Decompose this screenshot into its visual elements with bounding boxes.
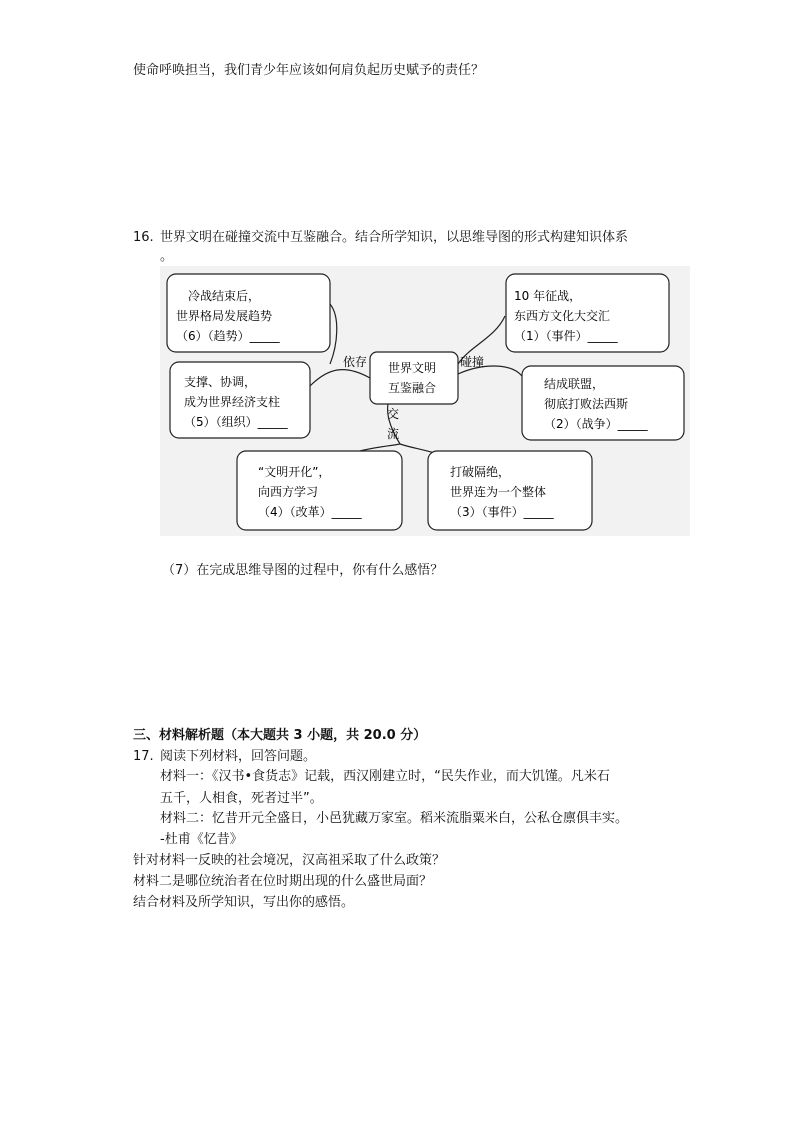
box-tl-line-3: （6）（趋势）_____ bbox=[176, 329, 280, 343]
box-mr-line-3: （2）（战争）_____ bbox=[544, 417, 648, 431]
box-br-line-2: 世界连为一个整体 bbox=[450, 485, 547, 499]
q17-question3: 结合材料及所学知识，写出你的感悟。 bbox=[133, 895, 355, 910]
q17-question2: 材料二是哪位统治者在位时期出现的什么盛世局面？ bbox=[133, 874, 433, 889]
top-question: 使命呼唤担当，我们青少年应该如何肩负起历史赋予的责任？ bbox=[133, 63, 485, 78]
box-mr-line-1: 结成联盟， bbox=[544, 377, 605, 391]
q17-material1-line1: 材料一：《汉书•食货志》记载，西汉刚建立时，“民失作业，而大饥馑。凡米石 bbox=[160, 769, 610, 784]
q17-material2-line1: 材料二：忆昔开元全盛日，小邑犹藏万家室。稻米流脂粟米白，公私仓廪俱丰实。 bbox=[160, 811, 629, 826]
center-line-2: 互鉴融合 bbox=[388, 381, 437, 395]
q17-number: 17. bbox=[133, 749, 154, 764]
box-br-line-1: 打破隔绝， bbox=[450, 465, 511, 479]
box-bl-line-3: （4）（改革）_____ bbox=[258, 505, 362, 519]
center-box bbox=[370, 352, 458, 404]
q16-sub7: （7）在完成思维导图的过程中，你有什么感悟？ bbox=[162, 563, 444, 578]
mind-map bbox=[160, 266, 690, 536]
q17-question1: 针对材料一反映的社会境况，汉高祖采取了什么政策？ bbox=[133, 853, 446, 868]
box-bl-line-2: 向西方学习 bbox=[258, 485, 319, 499]
q16-text-tail: 。 bbox=[160, 249, 174, 264]
branch-label-right: 碰撞 bbox=[460, 355, 485, 369]
box-tr-line-3: （1）（事件）_____ bbox=[514, 329, 618, 343]
q16-number: 16. bbox=[133, 230, 154, 245]
box-bl-line-1: “文明开化”， bbox=[258, 465, 331, 479]
branch-label-left: 依存 bbox=[343, 355, 368, 369]
section3-title: 三、材料解析题（本大题共 3 小题，共 20.0 分） bbox=[133, 728, 427, 743]
q17-material2-source: -杜甫《忆昔》 bbox=[160, 832, 243, 847]
box-mr-line-2: 彻底打败法西斯 bbox=[544, 397, 629, 411]
box-tl-line-2: 世界格局发展趋势 bbox=[176, 309, 273, 323]
center-line-1: 世界文明 bbox=[388, 361, 437, 375]
q17-material1-line2: 五千，人相食，死者过半”。 bbox=[160, 791, 323, 806]
box-ml-line-2: 成为世界经济支柱 bbox=[184, 395, 281, 409]
box-ml-line-3: （5）（组织）_____ bbox=[184, 415, 288, 429]
box-br-line-3: （3）（事件）_____ bbox=[450, 505, 554, 519]
q17-intro: 阅读下列材料，回答问题。 bbox=[160, 749, 317, 764]
box-tl-line-1: 冷战结束后， bbox=[188, 289, 261, 303]
box-tr-line-1: 10 年征战， bbox=[514, 289, 582, 303]
branch-label-bottom-1: 交 bbox=[387, 407, 400, 421]
branch-label-bottom-2: 流 bbox=[387, 427, 400, 441]
box-tr-line-2: 东西方文化大交汇 bbox=[514, 309, 611, 323]
q16-text: 世界文明在碰撞交流中互鉴融合。结合所学知识，以思维导图的形式构建知识体系 bbox=[160, 230, 629, 245]
box-ml-line-1: 支撑、协调， bbox=[184, 375, 257, 389]
